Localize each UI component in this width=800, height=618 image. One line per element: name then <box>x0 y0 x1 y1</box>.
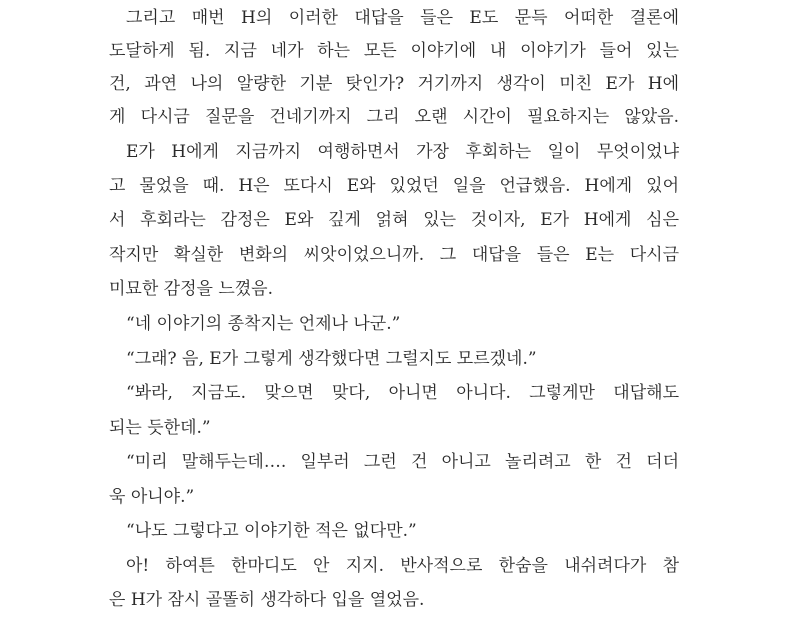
text-line: 건, 과연 나의 알량한 기분 탓인가? 거기까지 생각이 미친 E가 H에 <box>109 74 679 94</box>
text-line: “미리 말해두는데…. 일부러 그런 건 아니고 놀리려고 한 건 더더 <box>126 452 679 472</box>
text-line: “네 이야기의 종착지는 언제나 나군.” <box>126 314 401 334</box>
text-line: 은 H가 잠시 골똘히 생각하다 입을 열었음. <box>109 590 425 610</box>
text-line: 아! 하여튼 한마디도 안 지지. 반사적으로 한숨을 내쉬려다가 참 <box>126 556 679 576</box>
text-line: 도달하게 됨. 지금 네가 하는 모든 이야기에 내 이야기가 들어 있는 <box>109 41 679 61</box>
text-line: “나도 그렇다고 이야기한 적은 없다만.” <box>126 521 417 541</box>
text-line: 욱 아니야.” <box>109 487 195 507</box>
text-line: “그래? 음, E가 그렇게 생각했다면 그럴지도 모르겠네.” <box>126 349 537 369</box>
text-line: 게 다시금 질문을 건네기까지 그리 오랜 시간이 필요하지는 않았음. <box>109 107 679 127</box>
text-line: 작지만 확실한 변화의 씨앗이었으니까. 그 대답을 들은 E는 다시금 <box>109 245 679 265</box>
text-line: 미묘한 감정을 느꼈음. <box>109 279 274 299</box>
text-line: “봐라, 지금도. 맞으면 맞다, 아니면 아니다. 그렇게만 대답해도 <box>126 383 679 403</box>
text-line: 되는 듯한데.” <box>109 418 211 438</box>
text-line: E가 H에게 지금까지 여행하면서 가장 후회하는 일이 무엇이었냐 <box>126 142 679 162</box>
text-line: 그리고 매번 H의 이러한 대답을 들은 E도 문득 어떠한 결론에 <box>126 8 679 28</box>
text-line: 고 물었을 때. H은 또다시 E와 있었던 일을 언급했음. H에게 있어 <box>109 176 679 196</box>
text-line: 서 후회라는 감정은 E와 깊게 얽혀 있는 것이자, E가 H에게 심은 <box>109 210 679 230</box>
